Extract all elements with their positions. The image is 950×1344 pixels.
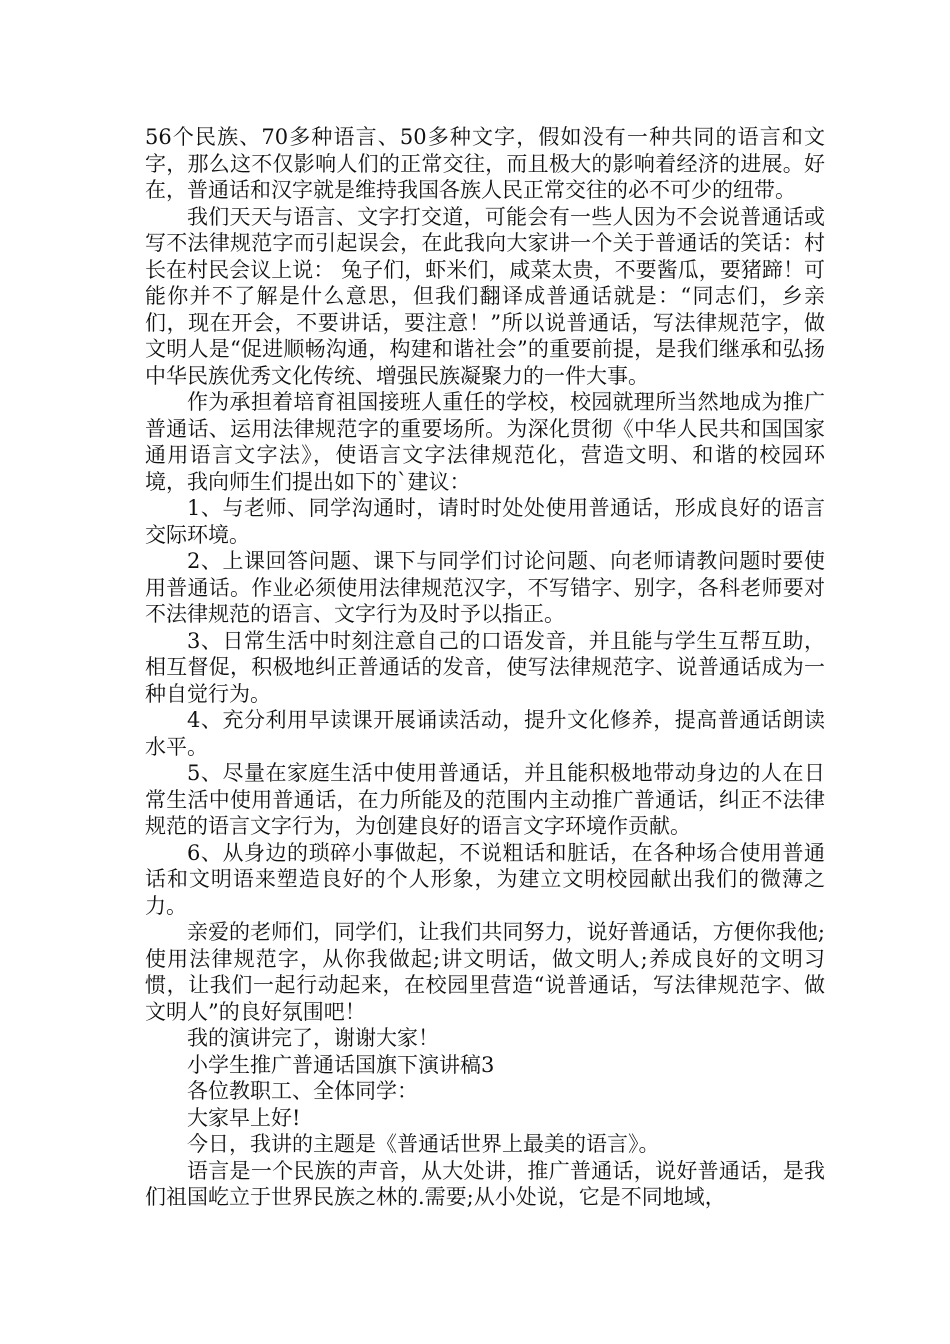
speech-3-greeting: 大家早上好! <box>187 1105 301 1130</box>
paragraph-thanks: 我的演讲完了，谢谢大家！ <box>187 1026 439 1050</box>
suggestion-item-3: 3、日常生活中时刻注意自己的口语发音，并且能与学生互帮互助，相互督促，积极地纠正普通话的发音，使写法律规范字、说普通话成为一种自觉行为。 <box>145 628 825 706</box>
speech-3-body: 语言是一个民族的声音，从大处讲，推广普通话，说好普通话，是我们祖国屹立于世界民族之林的.需要;从小处说，它是不同地域， <box>145 1158 825 1209</box>
document-body <box>145 124 825 1211</box>
suggestion-item-5: 5、尽量在家庭生活中使用普通话，并且能积极地带动身边的人在日常生活中使用普通话，在力所能及的范围内主动推广普通话，纠正不法律规范的语言文字行为，为创建良好的语言文字环境作贡献。 <box>145 761 825 838</box>
paragraph-closing-appeal: 亲爱的老师们，同学们，让我们共同努力，说好普通话，方便你我他;使用法律规范字，从你我做起;讲文明话，做文明人;养成良好的文明习惯，让我们一起行动起来，在校园里营造“说普通话，写法律规范字、做文明人”的良好氛围吧！ <box>145 920 825 1024</box>
speech-3-topic: 今日，我讲的主题是《普通话世界上最美的语言》。 <box>187 1132 660 1156</box>
speech-3-salutation: 各位教职工、全体同学： <box>187 1079 418 1103</box>
suggestion-item-6: 6、从身边的琐碎小事做起，不说粗话和脏话，在各种场合使用普通话和文明语来塑造良好的个人形象，为建立文明校园献出我们的微薄之力。 <box>145 840 825 918</box>
paragraph-intro: 56个民族、70多种语言、50多种文字，假如没有一种共同的语言和文字，那么这不仅影响人们的正常交往，而且极大的影响着经济的进展。好在，普通话和汉字就是维持我国各族人民正常交往的必不可少的纽带。 <box>145 125 825 202</box>
suggestion-item-1: 1、与老师、同学沟通时，请时时处处使用普通话，形成良好的语言交际环境。 <box>145 496 825 547</box>
paragraph-joke: 我们天天与语言、文字打交道，可能会有一些人因为不会说普通话或写不法律规范字而引起误会，在此我向大家讲一个关于普通话的笑话：村长在村民会议上说： 兔子们，虾米们，咸菜太贵，不要酱瓜，要猪蹄！可能你并不了解是什么意思，但我们翻译成普通话就是：“同志们，乡亲们，现在开会，不要讲话，要注意！”所以说普通话，写法律规范字，做文明人是“促进顺畅沟通，构建和谐社会”的重要前提，是我们继承和弘扬中华民族优秀文化传统、增强民族凝聚力的一件大事。 <box>145 204 825 388</box>
suggestion-item-4: 4、充分利用早读课开展诵读活动，提升文化修养，提高普通话朗读水平。 <box>145 708 825 759</box>
suggestion-item-2: 2、上课回答问题、课下与同学们讨论问题、向老师请教问题时要使用普通话。作业必须使用法律规范汉字，不写错字、别字，各科老师要对不法律规范的语言、文字行为及时予以指正。 <box>145 549 825 626</box>
speech-3-title: 小学生推广普通话国旗下演讲稿3 <box>187 1052 495 1077</box>
paragraph-suggestions-intro: 作为承担着培育祖国接班人重任的学校，校园就理所当然地成为推广普通话、运用法律规范字的重要场所。为深化贯彻《中华人民共和国国家通用语言文字法》，使语言文字法律规范化，营造文明、和谐的校园环境，我向师生们提出如下的`建议： <box>145 390 825 494</box>
